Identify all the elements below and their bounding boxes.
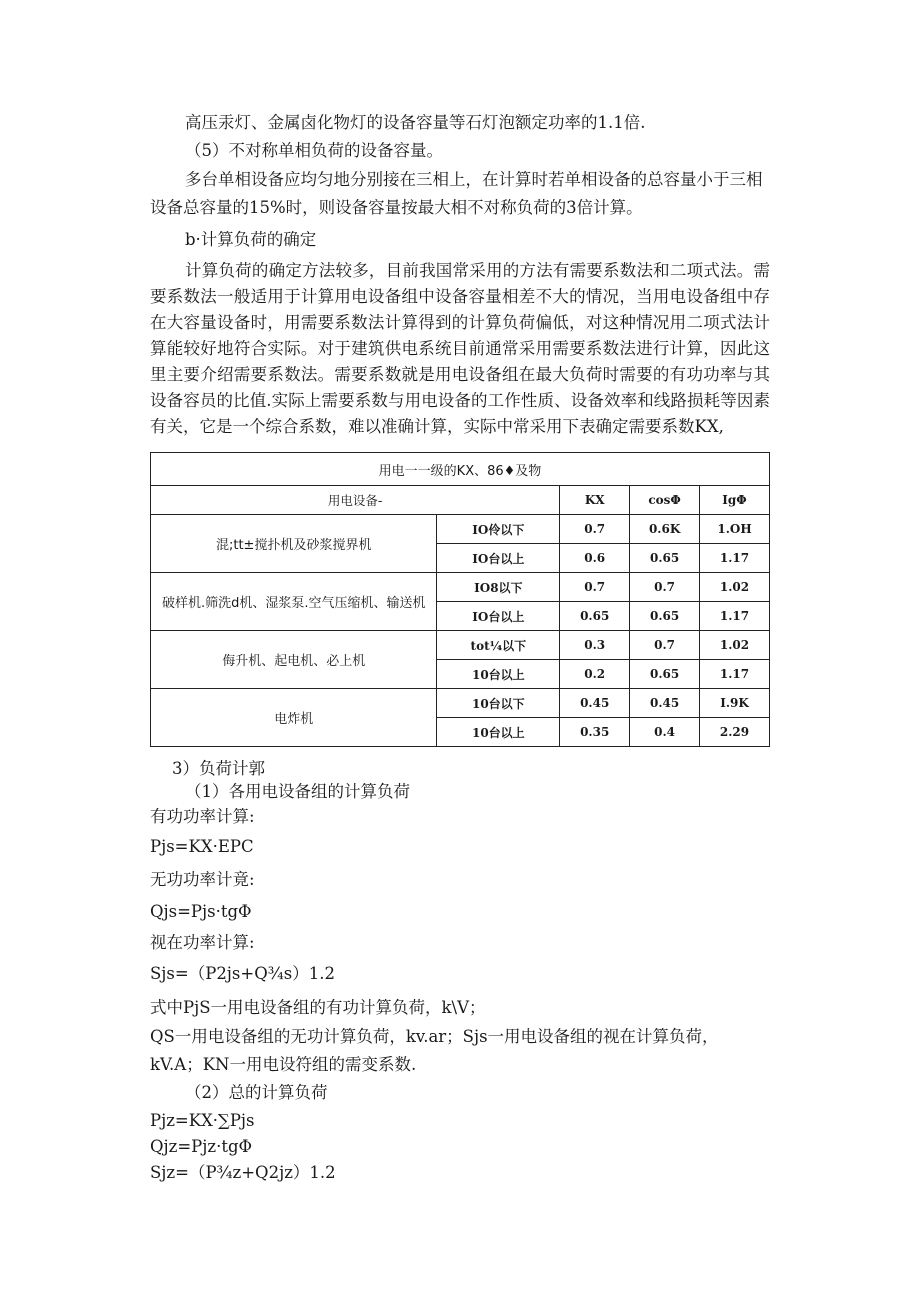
header-tg: IgΦ [700,486,770,515]
tg-cell: 1.17 [700,544,770,573]
condition-cell: IO伶以下 [437,515,560,544]
header-cos: cosΦ [630,486,700,515]
single-phase-para-line-2: 设备总容量的15%时，则设备容量按最大相不对称负荷的3倍计算。 [150,198,643,217]
where-line-1: 式中PjS一用电设备组的有功计算负荷，k\V； [150,998,486,1017]
cos-cell: 0.7 [630,573,700,602]
tg-cell: 1.OH [700,515,770,544]
apparent-power-label: 视在功率计算: [150,933,255,952]
apparent-power-formula: Sjs=（P2js+Q¾s）1.2 [150,964,335,983]
section-b-heading: b·计算负荷的确定 [185,230,317,249]
where-line-3: kV.A；KN一用电设符组的需变系数. [150,1055,417,1074]
header-kx: KX [560,486,630,515]
total-q-formula: Qjz=Pjz·tgΦ [150,1137,253,1156]
tg-cell: 1.17 [700,602,770,631]
kx-cell: 0.35 [560,718,630,747]
condition-cell: 10台以下 [437,689,560,718]
method-paragraph: 计算负荷的确定方法较多，目前我国常采用的方法有需要系数法和二项式法。需要系数法一般适用于计算用电设备组中设备容量相差不大的情况，当用电设备组中存在大容量设备时，用需要系数法计算得到的计算负荷偏低，对这种情况用二项式法计算能较好地符合实际。对于建筑供电系统目前通常采用需要系数法进行计算，因此这里主要介绍需要系数法。需要系数就是用电设备组在最大负荷时需要的有功功率与其设备容员的比值.实际上需要系数与用电设备的工作性质、设备效率和线路损耗等因素有关，它是一个综合系数，难以准确计算，实际中常采用下表确定需要系数KX, [150,261,770,436]
condition-cell: tot¼以下 [437,631,560,660]
kx-cell: 0.6 [560,544,630,573]
tg-cell: 1.17 [700,660,770,689]
table-row [151,515,770,544]
kx-cell: 0.7 [560,515,630,544]
total-p-formula: Pjz=KX·∑Pjs [150,1111,255,1130]
tg-cell: 1.02 [700,631,770,660]
cos-cell: 0.65 [630,602,700,631]
total-s-formula: Sjz=（P¾z+Q2jz）1.2 [150,1163,336,1182]
table-title: 用电一一级的KX、86♦及物 [151,453,770,486]
single-phase-para-line-1: 多台单相设备应均匀地分别接在三相上，在计算时若单相设备的总容量小于三相 [185,170,763,189]
cos-cell: 0.6K [630,515,700,544]
kx-cell: 0.2 [560,660,630,689]
tg-cell: I.9K [700,689,770,718]
table-row [151,689,770,718]
kx-cell: 0.45 [560,689,630,718]
section-3-heading: 3）负荷计郭 [172,759,265,778]
condition-cell: 10台以上 [437,718,560,747]
tg-cell: 1.02 [700,573,770,602]
active-power-formula: Pjs=KX·EPC [150,837,254,856]
active-power-label: 有功功率计算: [150,807,255,826]
subsection-2-heading: （2）总的计算负荷 [185,1083,328,1102]
condition-cell: IO台以上 [437,544,560,573]
kx-cell: 0.65 [560,602,630,631]
table-row [151,631,770,660]
subsection-1-heading: （1）各用电设备组的计算负荷 [185,782,410,801]
condition-cell: IO8以下 [437,573,560,602]
cos-cell: 0.4 [630,718,700,747]
intro-line: 高压汞灯、金属卤化物灯的设备容量等石灯泡额定功率的1.1倍. [185,113,646,132]
group-name: 电炸机 [151,689,437,747]
table-row [151,573,770,602]
condition-cell: 10台以上 [437,660,560,689]
kx-cell: 0.7 [560,573,630,602]
reactive-power-label: 无功功率计竟: [150,870,255,889]
reactive-power-formula: Qjs=Pjs·tgΦ [150,902,252,921]
where-line-2: QS一用电设备组的无功计算负荷，kv.ar；Sjs一用电设备组的视在计算负荷， [150,1027,719,1046]
cos-cell: 0.65 [630,660,700,689]
cos-cell: 0.65 [630,544,700,573]
tg-cell: 2.29 [700,718,770,747]
cos-cell: 0.45 [630,689,700,718]
cos-cell: 0.7 [630,631,700,660]
group-name: 侮升机、起电机、必上机 [151,631,437,689]
kx-cell: 0.3 [560,631,630,660]
condition-cell: IO台以上 [437,602,560,631]
group-name: 破样机.筛洗d机、湿浆泵.空气压缩机、输送机 [151,573,437,631]
header-equipment: 用电设备- [151,486,560,515]
demand-coefficient-table [150,452,770,747]
group-name: 混;tt±搅扑机及砂浆搅界机 [151,515,437,573]
item-5-heading: （5）不对称单相负荷的设备容量。 [185,141,443,160]
